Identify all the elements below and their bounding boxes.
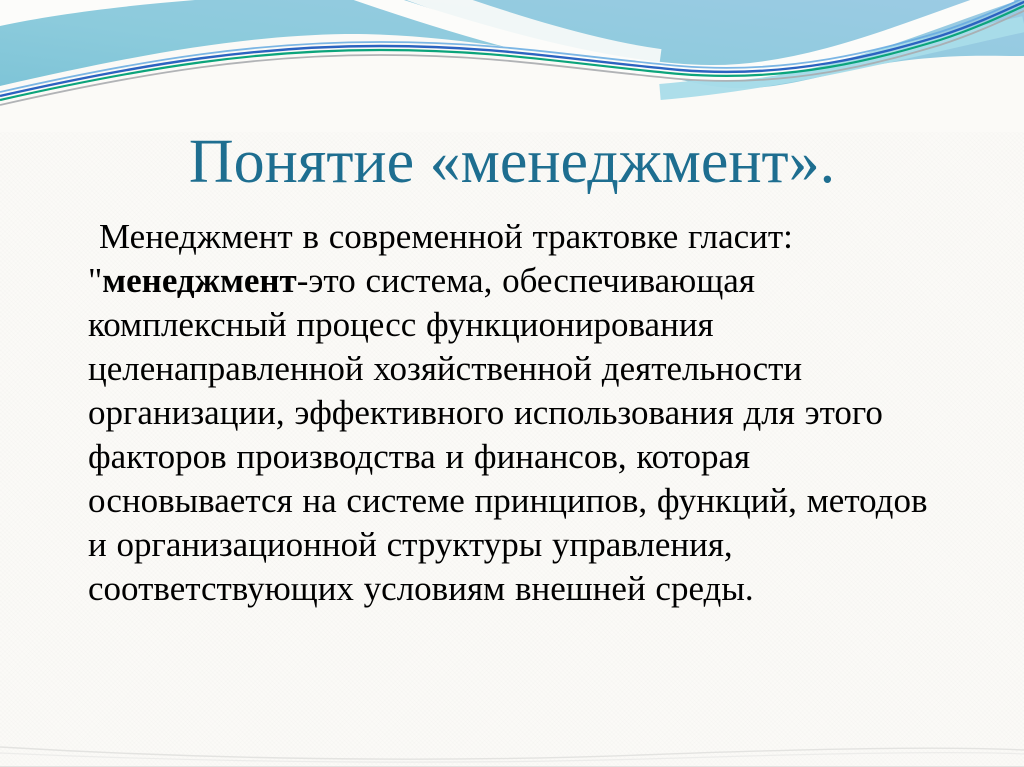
- body-intro-text: Менеджмент в современной трактовке гласит: ": [88, 217, 793, 300]
- header-wave-graphic: [0, 0, 1024, 132]
- slide-title: Понятие «менеджмент».: [188, 128, 836, 196]
- header-wave-icon: [0, 0, 1024, 132]
- body-rest-text: -это система, обеспечивающая комплексный процесс функционирования целенаправленной хозяйственной деятельности организации, эффективного использования для этого факторов производства и финансов, которая основывается на системе принципов, функций, методов и организационной структуры управления, соответствующих условиям внешней среды.: [88, 261, 928, 608]
- footer-wave-graphic: [0, 737, 1024, 765]
- body-bold-term: менеджмент: [102, 261, 297, 300]
- footer-wave-icon: [0, 737, 1024, 765]
- slide-body-paragraph: [88, 215, 946, 611]
